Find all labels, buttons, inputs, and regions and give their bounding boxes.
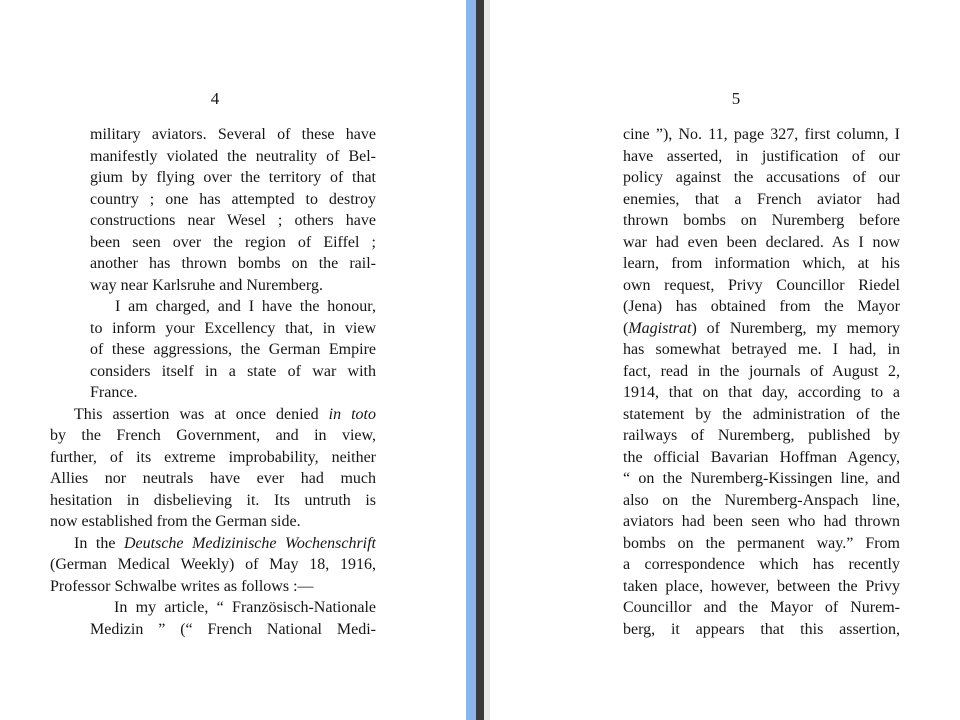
text-line: “ on the Nuremberg-Kissingen line, and [623,470,900,487]
text-line: (German Medical Weekly) of May 18, 1916, [50,556,376,573]
italic-text: Magistrat [628,319,692,337]
text-line: Medizin ” (“ French National Medi- [90,620,376,638]
page-gutter [466,0,490,720]
text-line: constructions near Wesel ; others have [90,212,376,229]
text-run: This assertion was at once denied [74,405,329,423]
text-line: statement by the administration of the [623,405,900,423]
text-line: taken place, however, between the Privy [623,577,900,595]
text-line: gium by flying over the territory of that [90,169,376,186]
text-line: France. [90,384,138,401]
gutter-highlight [466,0,476,720]
text-line [623,318,900,340]
text-line: Professor Schwalbe writes as follows :— [50,577,314,595]
text-line: way near Karlsruhe and Nuremberg. [90,276,323,294]
text-line: war had even been declared. As I now [623,233,900,251]
left-page-text [50,124,376,640]
text-line: now established from the German side. [50,513,301,530]
text-line: aviators had been seen who had thrown [623,513,900,530]
text-line: manifestly violated the neutrality of Bel- [90,147,376,165]
text-line: learn, from information which, at his [623,255,900,272]
text-line: a correspondence which has recently [623,556,900,573]
text-line: I am charged, and I have the honour, [115,298,376,315]
text-run: In the [74,534,124,552]
text-line: have asserted, in justification of our [623,147,900,165]
text-line: the official Bavarian Hoffman Agency, [623,448,900,466]
text-line: fact, read in the journals of August 2, [623,362,900,380]
text-run: ( [623,319,629,337]
text-line: cine ”), No. 11, page 327, first column, I [623,126,900,143]
text-line: another has thrown bombs on the rail- [90,255,376,272]
text-line: considers itself in a state of war with [90,362,376,380]
text-line: been seen over the region of Eiffel ; [90,233,376,251]
text-line: has somewhat betrayed me. I had, in [623,341,900,358]
text-line: of these aggressions, the German Empire [90,341,376,358]
text-line: Councillor and the Mayor of Nurem- [623,599,900,616]
text-line: enemies, that a French aviator had [623,190,900,208]
text-line: further, of its extreme improbability, neither [50,448,376,466]
text-line: (Jena) has obtained from the Mayor [623,298,900,315]
italic-text: in toto [328,405,376,423]
text-run: ) of Nuremberg, my memory [691,319,900,337]
gutter-spine [476,0,484,720]
italic-text: Deutsche Medizinische Wochenschrift [123,534,376,552]
left-page-number: 4 [210,89,220,108]
text-line: thrown bombs on Nuremberg before [623,212,900,229]
text-line: 1914, that on that day, according to a [623,384,900,401]
text-line: country ; one has attempted to destroy [90,190,376,208]
left-page [0,0,466,720]
text-line: In my article, “ Französisch-Nationale [114,599,376,616]
text-line: by the French Government, and in view, [50,427,376,444]
text-line: military aviators. Several of these have [90,126,376,143]
text-line: also on the Nuremberg-Anspach line, [623,491,900,509]
text-line: railways of Nuremberg, published by [623,427,900,444]
text-line: policy against the accusations of our [623,169,900,186]
right-page-number: 5 [731,89,741,108]
text-line: Allies nor neutrals have ever had much [50,470,376,487]
text-line: bombs on the permanent way.” From [623,534,900,552]
text-line: hesitation in disbelieving it. Its untruth is [50,491,376,509]
text-line [50,533,376,555]
text-line [50,404,376,426]
text-line: berg, it appears that this assertion, [623,620,900,638]
right-page-text [623,124,900,640]
right-page [490,0,960,720]
text-line: to inform your Excellency that, in view [90,319,376,337]
text-line: own request, Privy Councillor Riedel [623,276,900,294]
